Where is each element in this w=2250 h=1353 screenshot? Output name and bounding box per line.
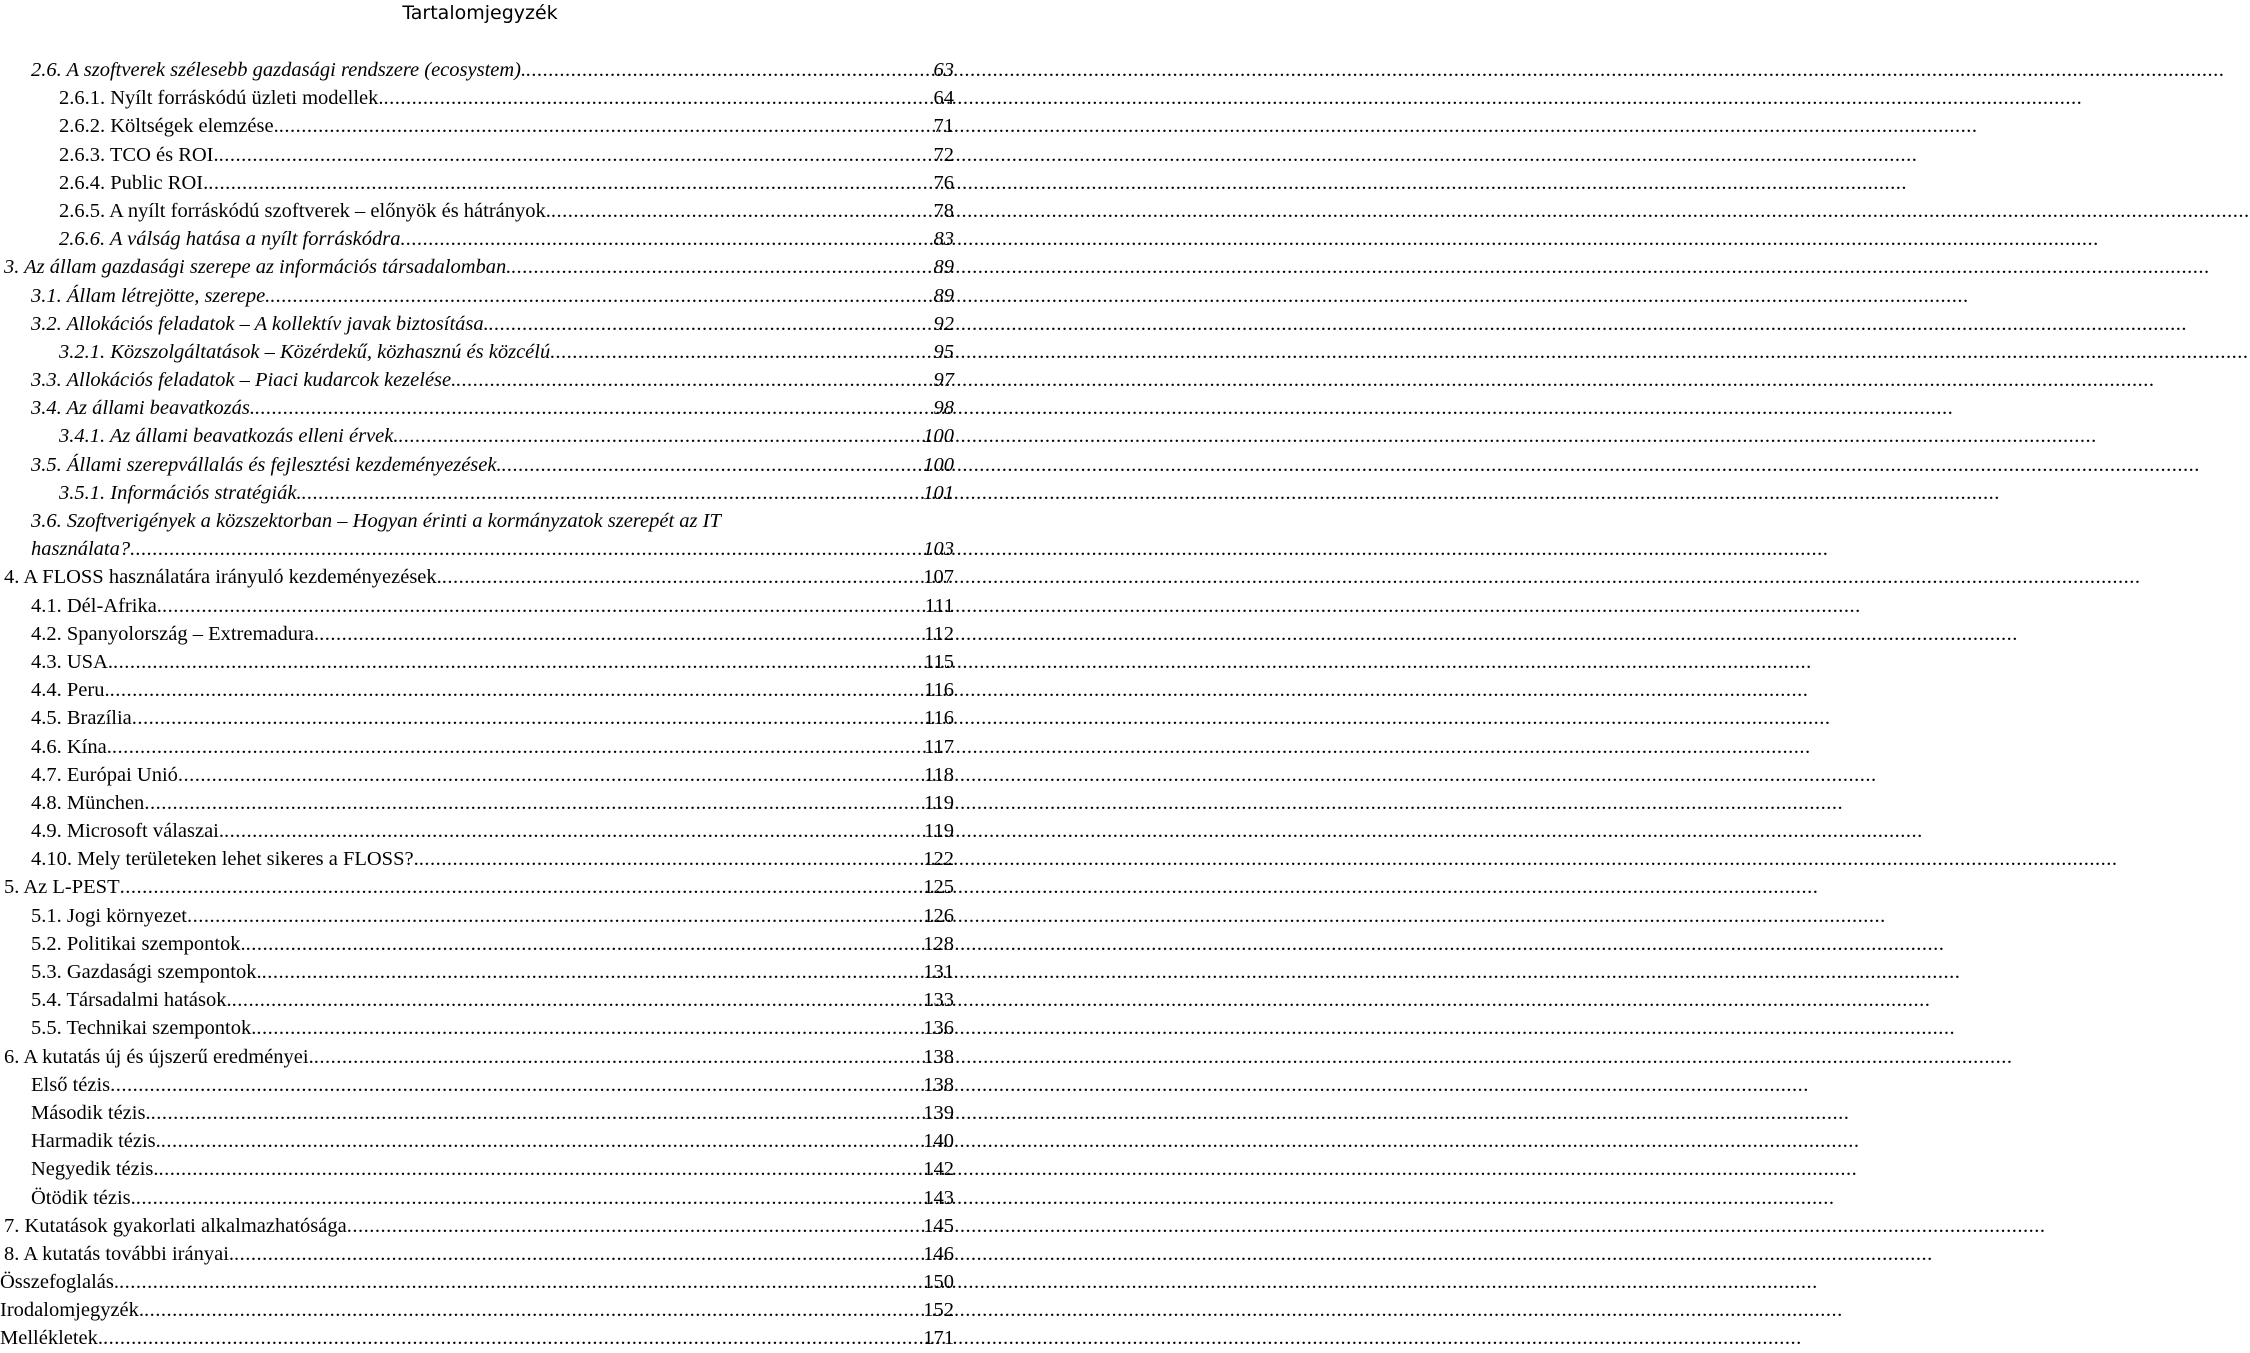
dot-leader: [144, 1296, 923, 1324]
toc-entry-page-number: 122: [923, 848, 954, 871]
toc-entry-label: 2.6.5. A nyílt forráskódú szoftverek – előnyök és hátrányok.: [59, 199, 551, 222]
dot-leader: [110, 1071, 923, 1099]
dot-leader: [314, 1043, 924, 1071]
toc-entry-label: Irodalomjegyzék.: [0, 1299, 145, 1322]
toc-entry-page-number: 125: [923, 876, 954, 899]
toc-entry[interactable]: [0, 1296, 960, 1324]
toc-entry-page-number: 119: [924, 791, 954, 814]
toc-entry[interactable]: [0, 479, 960, 507]
toc-entry-page-number: 133: [923, 989, 954, 1012]
dot-leader: [302, 479, 924, 507]
dot-leader: [384, 84, 934, 112]
toc-entry-label: 3. Az állam gazdasági szerepe az információs társadalomban.: [4, 256, 512, 279]
dot-leader: [232, 986, 924, 1014]
toc-entry[interactable]: [0, 958, 960, 986]
toc-entry[interactable]: [0, 1155, 960, 1183]
toc-entry[interactable]: [0, 112, 960, 140]
toc-entry[interactable]: [0, 648, 960, 676]
toc-entry[interactable]: [0, 1099, 960, 1127]
dot-leader: [132, 704, 924, 732]
toc-entry-label: 4.2. Spanyolország – Extremadura.: [31, 622, 320, 645]
table-of-contents: [0, 56, 960, 1353]
toc-entry-label: 5.4. Társadalmi hatások.: [31, 989, 232, 1012]
toc-entry-label: 2.6.3. TCO és ROI.: [59, 143, 219, 166]
toc-entry-page-number: 78: [933, 199, 954, 222]
toc-entry[interactable]: [0, 733, 960, 761]
toc-entry-label: 3.4.1. Az állami beavatkozás elleni érvek.: [59, 425, 399, 448]
toc-entry-label: Mellékletek.: [0, 1327, 104, 1350]
toc-entry[interactable]: [0, 1324, 960, 1352]
dot-leader: [208, 169, 933, 197]
toc-entry-page-number: 98: [933, 397, 954, 420]
toc-entry[interactable]: [0, 563, 960, 591]
toc-entry[interactable]: [0, 1184, 960, 1212]
toc-entry-page-number: 89: [933, 284, 954, 307]
dot-leader: [270, 282, 933, 310]
toc-entry-page-number: 145: [923, 1214, 954, 1237]
toc-entry-page-number: 139: [923, 1101, 954, 1124]
dot-leader: [136, 1184, 923, 1212]
toc-entry-page-number: 92: [933, 312, 954, 335]
toc-entry-label: 5.1. Jogi környezet: [31, 904, 187, 927]
toc-entry-page-number: 138: [923, 1045, 954, 1068]
page-header-title: Tartalomjegyzék: [402, 2, 558, 24]
toc-entry-page-number: 142: [923, 1158, 954, 1181]
toc-entry-label: 2.6.1. Nyílt forráskódú üzleti modellek.: [59, 87, 384, 110]
toc-entry[interactable]: [0, 1071, 960, 1099]
toc-entry[interactable]: [0, 761, 960, 789]
toc-entry-label: 5.5. Technikai szempontok.: [31, 1017, 257, 1040]
dot-leader: [120, 873, 924, 901]
dot-leader: [419, 845, 924, 873]
toc-entry-page-number: 150: [923, 1271, 954, 1294]
toc-entry-page-number: 100: [923, 425, 954, 448]
toc-entry-label: 4.8. München: [31, 791, 145, 814]
toc-entry-page-number: 103: [923, 538, 954, 561]
toc-entry[interactable]: [0, 394, 960, 422]
toc-entry-page-number: 100: [923, 453, 954, 476]
dot-leader: [161, 1127, 923, 1155]
toc-entry-page-number: 146: [923, 1242, 954, 1265]
toc-entry-label: 3.2.1. Közszolgáltatások – Közérdekű, közhasznú és közcélú: [59, 340, 551, 363]
toc-entry[interactable]: [0, 1127, 960, 1155]
toc-entry-page-number: 95: [933, 340, 954, 363]
dot-leader: [144, 789, 924, 817]
dot-leader: [347, 1212, 924, 1240]
dot-leader: [159, 1155, 924, 1183]
toc-entry-page-number: 76: [933, 171, 954, 194]
dot-leader: [224, 817, 924, 845]
toc-entry-label-continued: használata?: [31, 538, 131, 561]
toc-entry[interactable]: [0, 310, 960, 338]
toc-entry-page-number: 138: [923, 1073, 954, 1096]
dot-leader: [550, 338, 933, 366]
toc-entry[interactable]: [0, 845, 960, 873]
toc-entry-page-number: 72: [933, 143, 954, 166]
toc-entry-label: 2.6.6. A válság hatása a nyílt forráskódra: [59, 228, 401, 251]
toc-entry[interactable]: [0, 451, 960, 479]
toc-entry-label: 2.6.4. Public ROI.: [59, 171, 209, 194]
toc-entry[interactable]: [0, 676, 960, 704]
toc-entry-label: 8. A kutatás további irányai.: [4, 1242, 235, 1265]
toc-entry-label: 4.3. USA.: [31, 650, 114, 673]
toc-entry[interactable]: [0, 84, 960, 112]
toc-entry-page-number: 126: [923, 904, 954, 927]
dot-leader: [112, 733, 924, 761]
toc-entry[interactable]: [0, 620, 960, 648]
toc-entry-label: 3.5. Állami szerepvállalás és fejlesztési kezdeményezések.: [31, 453, 502, 476]
dot-leader: [526, 56, 933, 84]
toc-entry[interactable]: [0, 986, 960, 1014]
toc-entry[interactable]: [0, 197, 960, 225]
toc-entry-label: 4.4. Peru.: [31, 679, 110, 702]
toc-entry-page-number: 107: [923, 566, 954, 589]
toc-entry-page-number: 64: [933, 87, 954, 110]
toc-entry[interactable]: [0, 930, 960, 958]
dot-leader: [319, 620, 924, 648]
toc-entry-label: 4.7. Európai Unió: [31, 763, 178, 786]
toc-entry-page-number: 89: [933, 256, 954, 279]
toc-entry[interactable]: [0, 1043, 960, 1071]
toc-entry-label: Negyedik tézis.: [31, 1158, 159, 1181]
toc-entry[interactable]: [0, 789, 960, 817]
toc-entry-label: 4.6. Kína.: [31, 735, 112, 758]
dot-leader: [399, 422, 924, 450]
toc-entry-label: 3.6. Szoftverigények a közszektorban – Hogyan érinti a kormányzatok szerepét az IT: [31, 510, 721, 532]
toc-entry-page-number: 101: [923, 481, 954, 504]
dot-leader: [130, 535, 923, 563]
toc-entry[interactable]: [0, 704, 960, 732]
toc-entry-label: 3.1. Állam létrejötte, szerepe.: [31, 284, 271, 307]
toc-entry[interactable]: [0, 817, 960, 845]
toc-entry[interactable]: [0, 366, 960, 394]
toc-entry-label: Első tézis: [31, 1073, 111, 1096]
dot-leader: [151, 1099, 924, 1127]
toc-entry-page-number: 97: [933, 369, 954, 392]
dot-leader: [256, 1014, 923, 1042]
toc-entry-page-number: 116: [924, 707, 954, 730]
toc-entry-label: 3.3. Allokációs feladatok – Piaci kudarcok kezelése.: [31, 369, 457, 392]
toc-entry-label: 4.10. Mely területeken lehet sikeres a FLOSS?.: [31, 848, 419, 871]
toc-entry-label: Ötödik tézis.: [31, 1186, 136, 1209]
toc-entry-label: 5.3. Gazdasági szempontok.: [31, 961, 262, 983]
toc-entry[interactable]: [0, 225, 960, 253]
dot-leader: [456, 366, 933, 394]
toc-entry-label: 4.1. Dél-Afrika.: [31, 594, 162, 617]
toc-entry-label: 4.9. Microsoft válaszai.: [31, 820, 224, 843]
toc-entry-label: 3.4. Az állami beavatkozás.: [31, 397, 255, 420]
toc-entry-page-number: 112: [924, 622, 954, 645]
toc-entry[interactable]: [0, 592, 960, 620]
toc-entry[interactable]: [0, 141, 960, 169]
dot-leader: [246, 930, 924, 958]
dot-leader: [119, 1268, 923, 1296]
toc-entry-label: 4. A FLOSS használatára irányuló kezdeményezések.: [4, 566, 442, 589]
toc-entry-label: 3.5.1. Információs stratégiák.: [59, 481, 302, 504]
dot-leader: [110, 676, 924, 704]
toc-entry-label: 2.6. A szoftverek szélesebb gazdasági rendszere (ecosystem).: [31, 59, 527, 81]
toc-entry-page-number: 117: [924, 735, 954, 758]
toc-entry-label: 4.5. Brazília: [31, 707, 132, 730]
dot-leader: [401, 225, 934, 253]
toc-entry-label: 6. A kutatás új és újszerű eredményei.: [4, 1045, 314, 1068]
toc-entry-label: 7. Kutatások gyakorlati alkalmazhatósága: [4, 1214, 347, 1237]
toc-entry-page-number: 140: [923, 1130, 954, 1153]
toc-entry-page-number: 128: [923, 932, 954, 955]
dot-leader: [262, 958, 924, 986]
toc-entry-page-number: 119: [924, 820, 954, 843]
dot-leader: [103, 1324, 923, 1352]
toc-entry[interactable]: [0, 1240, 960, 1268]
toc-entry[interactable]: [0, 1212, 960, 1240]
toc-entry[interactable]: [0, 1268, 960, 1296]
toc-entry-label: 5. Az L-PEST: [4, 876, 120, 899]
dot-leader: [113, 648, 924, 676]
toc-entry[interactable]: [0, 422, 960, 450]
dot-leader: [219, 141, 934, 169]
toc-entry[interactable]: [0, 873, 960, 901]
toc-entry-page-number: 171: [923, 1327, 954, 1350]
toc-entry-page-number: 118: [924, 763, 954, 786]
dot-leader: [178, 761, 924, 789]
toc-entry-page-number: 115: [924, 650, 954, 673]
dot-leader: [162, 592, 925, 620]
toc-entry-label: Harmadik tézis.: [31, 1130, 161, 1153]
toc-entry-label: 3.2. Allokációs feladatok – A kollektív javak biztosítása.: [31, 312, 489, 335]
toc-entry-label: 5.2. Politikai szempontok.: [31, 932, 246, 955]
toc-entry[interactable]: [0, 253, 960, 281]
toc-entry[interactable]: [0, 338, 960, 366]
toc-entry[interactable]: [0, 1014, 960, 1042]
toc-entry[interactable]: [0, 282, 960, 310]
toc-entry-page-number: 71: [933, 115, 954, 138]
toc-entry-page-number: 136: [923, 1017, 954, 1040]
toc-entry-label: Második tézis.: [31, 1101, 151, 1124]
toc-entry-page-number: 116: [924, 679, 954, 702]
dot-leader: [551, 197, 934, 225]
dot-leader: [489, 310, 934, 338]
toc-entry-page-number: 143: [923, 1186, 954, 1209]
dot-leader: [511, 253, 933, 281]
toc-entry-page-number: 111: [924, 594, 954, 617]
toc-entry-page-number: 63: [933, 59, 954, 81]
dot-leader: [502, 451, 924, 479]
toc-entry[interactable]: [0, 56, 960, 84]
dot-leader: [187, 902, 923, 930]
toc-entry-page-number: 152: [923, 1299, 954, 1322]
toc-entry[interactable]: [0, 902, 960, 930]
dot-leader: [234, 1240, 923, 1268]
toc-entry-label: Összefoglalás.: [0, 1271, 119, 1294]
dot-leader: [442, 563, 923, 591]
toc-entry-page-number: 131: [923, 961, 954, 983]
dot-leader: [279, 112, 934, 140]
toc-entry-label: 2.6.2. Költségek elemzése.: [59, 115, 279, 138]
dot-leader: [255, 394, 934, 422]
toc-entry[interactable]: [0, 169, 960, 197]
toc-entry-page-number: 83: [933, 228, 954, 251]
toc-entry[interactable]: [0, 507, 960, 563]
